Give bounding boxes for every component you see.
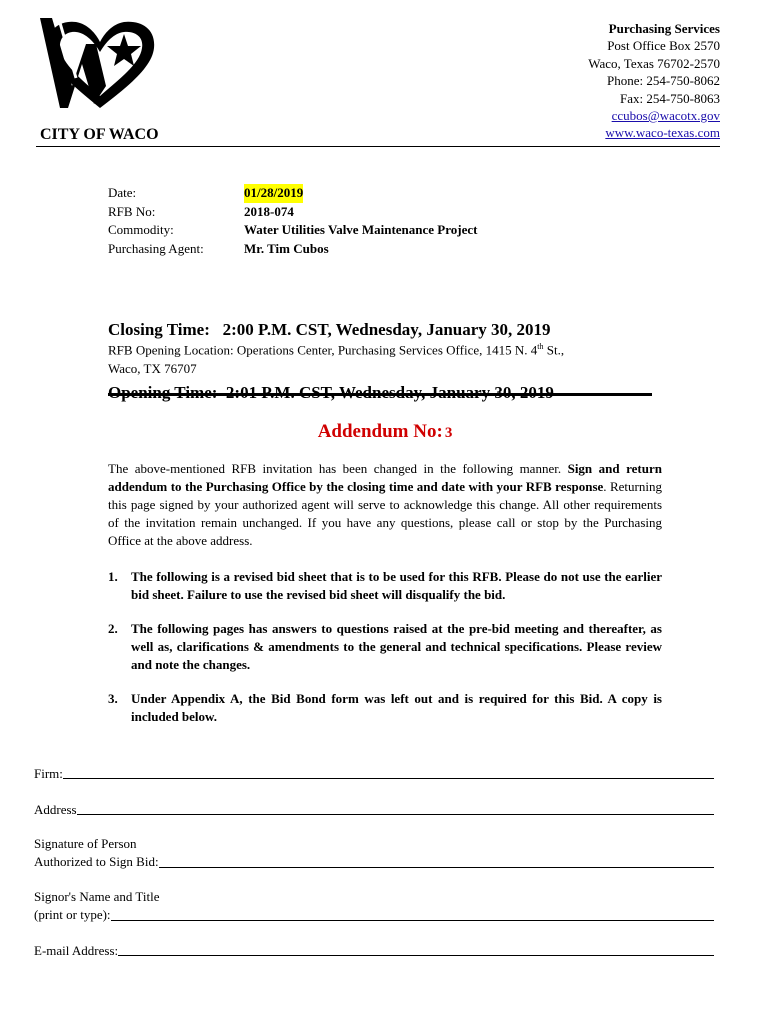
contact-block: [588, 20, 720, 142]
city-name: CITY OF WACO: [40, 126, 159, 143]
addendum-title: [0, 421, 770, 443]
address-field[interactable]: [34, 800, 714, 818]
date-value: 01/28/2019: [244, 184, 303, 203]
signor-line[interactable]: [111, 908, 714, 921]
address-label: Address: [34, 802, 77, 817]
addendum-label: Addendum No:: [317, 421, 443, 442]
firm-line[interactable]: [63, 766, 714, 779]
item-number: 3.: [108, 691, 118, 706]
email-link[interactable]: ccubos@wacotx.gov: [611, 108, 720, 124]
item-text: The following is a revised bid sheet that is to be used for this RFB. Please do not use the earlier bid sheet. Failure to use the revised bid sheet will disqualify the bid.: [131, 569, 662, 602]
email-line[interactable]: [118, 943, 714, 956]
city-state-zip: Waco, Texas 76702-2570: [588, 55, 720, 71]
signature-label-2: Authorized to Sign Bid:: [34, 854, 159, 869]
rfb-value: 2018-074: [244, 203, 294, 219]
firm-label: Firm:: [34, 766, 63, 781]
item-text: Under Appendix A, the Bid Bond form was left out and is required for this Bid. A copy is included below.: [131, 691, 662, 724]
item-text: The following pages has answers to questions raised at the pre-bid meeting and thereafter, as well as, clarifications & amendments to the general and technical specifications. Please review and note the changes.: [131, 621, 662, 672]
agent-value: Mr. Tim Cubos: [244, 240, 329, 256]
email-label: E-mail Address:: [34, 943, 119, 958]
signor-label-2: (print or type):: [34, 907, 111, 922]
list-item: [108, 690, 662, 726]
signature-field[interactable]: [34, 835, 714, 871]
addendum-number: 3: [444, 425, 453, 441]
signature-line[interactable]: [159, 855, 714, 868]
location-line1-suffix: St.,: [543, 342, 565, 358]
signature-form: [34, 764, 714, 959]
waco-logo-icon: [38, 12, 162, 110]
intro-bold: Sign and return addendum to the Purchasing Office by the closing time and date with your RFB response: [108, 461, 662, 494]
department-name: Purchasing Services: [608, 21, 720, 36]
fax-number: Fax: 254-750-8063: [619, 90, 720, 106]
signor-field[interactable]: [34, 888, 714, 924]
rfb-meta: [108, 184, 477, 258]
location-line1: RFB Opening Location: Operations Center, Purchasing Services Office, 1415 N. 4: [108, 342, 538, 358]
commodity-label: Commodity:: [108, 222, 174, 237]
location-line2: Waco, TX 76707: [108, 361, 197, 377]
location-sup: th: [537, 342, 544, 351]
list-item: [108, 568, 662, 604]
signature-label-1: Signature of Person: [34, 836, 137, 851]
intro-part1: The above-mentioned RFB invitation has been changed in the following manner.: [108, 461, 568, 476]
address-line[interactable]: [77, 802, 714, 815]
item-number: 2.: [108, 621, 118, 636]
commodity-value: Water Utilities Valve Maintenance Project: [244, 222, 478, 237]
phone-number: Phone: 254-750-8062: [606, 73, 720, 89]
intro-part2: . Returning this page signed by your authorized agent will serve to acknowledge this change. All other requirements of the invitation remain unchanged. If you have any questions, please call or stop by the Purchasing Office at the above address.: [108, 479, 662, 548]
email-field[interactable]: [34, 941, 714, 959]
intro-paragraph: [108, 460, 662, 550]
firm-field[interactable]: [34, 764, 714, 782]
list-item: [108, 620, 662, 674]
item-number: 1.: [108, 569, 118, 584]
opening-location: [108, 337, 564, 378]
date-label: Date:: [108, 185, 137, 200]
signor-label-1: Signor's Name and Title: [34, 889, 160, 904]
addendum-items: [108, 568, 662, 742]
section-divider: [108, 393, 652, 396]
closing-time: Closing Time: 2:00 P.M. CST, Wednesday, January 30, 2019: [108, 320, 551, 339]
po-box: Post Office Box 2570: [607, 38, 720, 54]
website-link[interactable]: www.waco-texas.com: [605, 125, 720, 141]
header-divider: [36, 146, 720, 147]
rfb-label: RFB No:: [108, 203, 156, 219]
agent-label: Purchasing Agent:: [108, 240, 204, 256]
city-logo: [38, 12, 162, 110]
